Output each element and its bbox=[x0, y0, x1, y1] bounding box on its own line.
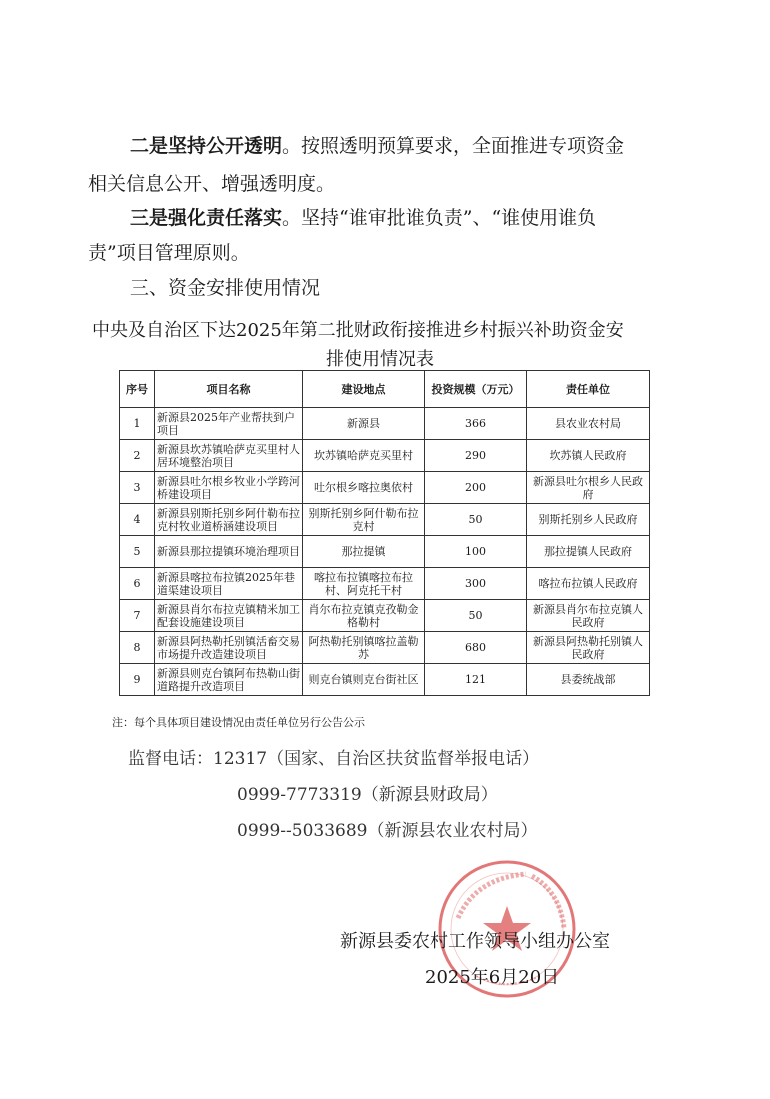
cell-amount: 680 bbox=[425, 632, 527, 664]
cell-unit: 新源县吐尔根乡人民政府 bbox=[527, 472, 650, 504]
cell-location: 坎苏镇哈萨克买里村 bbox=[303, 440, 425, 472]
cell-location: 喀拉布拉镇喀拉布拉村、阿克托干村 bbox=[303, 568, 425, 600]
header-no: 序号 bbox=[120, 371, 155, 408]
cell-no: 8 bbox=[120, 632, 155, 664]
table-row bbox=[120, 408, 650, 440]
cell-amount: 200 bbox=[425, 472, 527, 504]
paragraph-responsibility-line1 bbox=[130, 209, 596, 228]
contact-phone-2: 0999-7773319（新源县财政局） bbox=[237, 785, 498, 805]
table-title-line2: 排使用情况表 bbox=[326, 349, 434, 370]
cell-location: 那拉提镇 bbox=[303, 536, 425, 568]
cell-location: 则克台镇则克台街社区 bbox=[303, 664, 425, 696]
cell-amount: 100 bbox=[425, 536, 527, 568]
cell-amount: 290 bbox=[425, 440, 527, 472]
cell-project-name: 新源县肖尔布拉克镇精米加工配套设施建设项目 bbox=[155, 600, 303, 632]
cell-amount: 366 bbox=[425, 408, 527, 440]
table-note: 注：每个具体项目建设情况由责任单位另行公告公示 bbox=[112, 716, 365, 729]
cell-location: 新源县 bbox=[303, 408, 425, 440]
cell-unit: 那拉提镇人民政府 bbox=[527, 536, 650, 568]
cell-no: 5 bbox=[120, 536, 155, 568]
paragraph-responsibility-line2: 责”项目管理原则。 bbox=[88, 242, 250, 264]
header-location: 建设地点 bbox=[303, 371, 425, 408]
paragraph-transparency-line2: 相关信息公开、增强透明度。 bbox=[88, 173, 336, 195]
cell-project-name: 新源县则克台镇阿布热勒山街道路提升改造项目 bbox=[155, 664, 303, 696]
cell-project-name: 新源县阿热勒托别镇活畜交易市场提升改造建设项目 bbox=[155, 632, 303, 664]
table-row bbox=[120, 600, 650, 632]
table-row bbox=[120, 664, 650, 696]
cell-unit: 喀拉布拉镇人民政府 bbox=[527, 568, 650, 600]
table-row bbox=[120, 504, 650, 536]
cell-unit: 别斯托别乡人民政府 bbox=[527, 504, 650, 536]
cell-no: 2 bbox=[120, 440, 155, 472]
cell-unit: 新源县阿热勒托别镇人民政府 bbox=[527, 632, 650, 664]
cell-no: 3 bbox=[120, 472, 155, 504]
table-header-row bbox=[120, 371, 650, 408]
table-row bbox=[120, 472, 650, 504]
cell-no: 6 bbox=[120, 568, 155, 600]
table-row bbox=[120, 536, 650, 568]
issuing-organization: 新源县委农村工作领导小组办公室 bbox=[340, 931, 610, 952]
paragraph-responsibility-lead: 三是强化责任落实 bbox=[130, 207, 283, 229]
cell-location: 别斯托别乡阿什勒布拉克村 bbox=[303, 504, 425, 536]
table-row bbox=[120, 568, 650, 600]
contact-label: 监督电话： bbox=[128, 749, 213, 769]
contact-phone-1: 12317（国家、自治区扶贫监督举报电话） bbox=[213, 749, 540, 769]
cell-project-name: 新源县坎苏镇哈萨克买里村人居环境整治项目 bbox=[155, 440, 303, 472]
section-heading-funds: 三、资金安排使用情况 bbox=[130, 277, 321, 299]
cell-unit: 新源县肖尔布拉克镇人民政府 bbox=[527, 600, 650, 632]
paragraph-responsibility-text: 。坚持“谁审批谁负责”、“谁使用谁负 bbox=[282, 207, 597, 229]
cell-project-name: 新源县那拉提镇环境治理项目 bbox=[155, 536, 303, 568]
paragraph-transparency-lead: 二是坚持公开透明 bbox=[130, 135, 283, 157]
cell-location: 肖尔布拉克镇克孜勒金格勒村 bbox=[303, 600, 425, 632]
paragraph-transparency-text: 。按照透明预算要求，全面推进专项资金 bbox=[282, 135, 625, 157]
cell-no: 9 bbox=[120, 664, 155, 696]
table-title-line1: 中央及自治区下达2025年第二批财政衔接推进乡村振兴补助资金安 bbox=[92, 320, 624, 341]
cell-amount: 300 bbox=[425, 568, 527, 600]
header-investment: 投资规模（万元） bbox=[425, 371, 527, 408]
contact-phone-3: 0999--5033689（新源县农业农村局） bbox=[237, 821, 538, 841]
cell-no: 7 bbox=[120, 600, 155, 632]
paragraph-transparency-line1 bbox=[130, 137, 624, 156]
cell-amount: 50 bbox=[425, 504, 527, 536]
header-project-name: 项目名称 bbox=[155, 371, 303, 408]
cell-unit: 县委统战部 bbox=[527, 664, 650, 696]
cell-location: 吐尔根乡喀拉奥依村 bbox=[303, 472, 425, 504]
cell-project-name: 新源县吐尔根乡牧业小学跨河桥建设项目 bbox=[155, 472, 303, 504]
cell-amount: 121 bbox=[425, 664, 527, 696]
fund-allocation-table bbox=[119, 370, 650, 696]
table-row bbox=[120, 632, 650, 664]
table-row bbox=[120, 440, 650, 472]
cell-unit: 县农业农村局 bbox=[527, 408, 650, 440]
contact-line1 bbox=[128, 744, 539, 769]
issue-date: 2025年6月20日 bbox=[425, 967, 560, 988]
cell-no: 1 bbox=[120, 408, 155, 440]
cell-location: 阿热勒托别镇喀拉盖勒苏 bbox=[303, 632, 425, 664]
cell-no: 4 bbox=[120, 504, 155, 536]
cell-project-name: 新源县2025年产业帮扶到户项目 bbox=[155, 408, 303, 440]
cell-project-name: 新源县别斯托别乡阿什勒布拉克村牧业道桥涵建设项目 bbox=[155, 504, 303, 536]
header-responsible-unit: 责任单位 bbox=[527, 371, 650, 408]
cell-unit: 坎苏镇人民政府 bbox=[527, 440, 650, 472]
cell-amount: 50 bbox=[425, 600, 527, 632]
cell-project-name: 新源县喀拉布拉镇2025年巷道渠建设项目 bbox=[155, 568, 303, 600]
